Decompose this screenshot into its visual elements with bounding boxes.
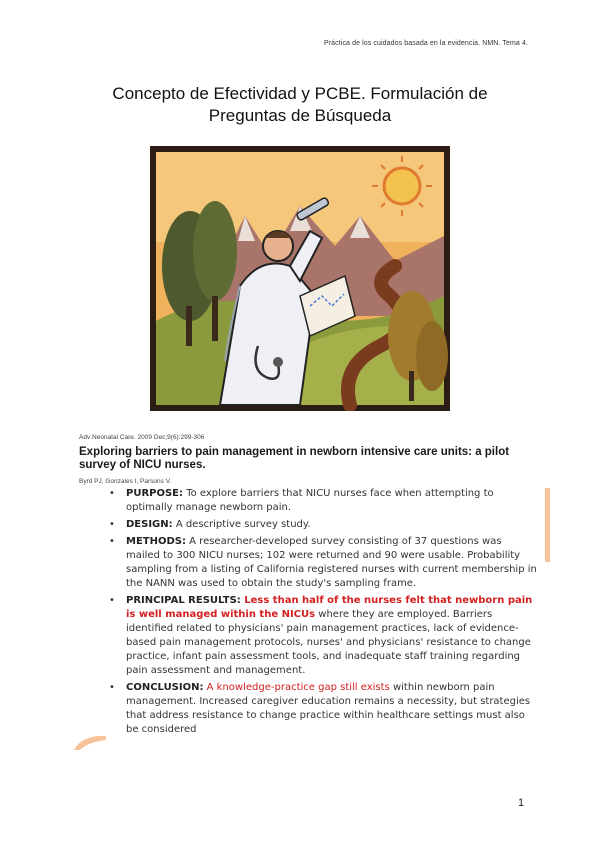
purpose-label: PURPOSE: xyxy=(126,488,184,499)
results-text: where they are employed. Barriers identified related to physicians' pain management practices, lack of evidence-based pain management protocols, nurses' and physicians' resistance to change practice, infant pain assessment tools, and inadequate staff training regarding pain assessment and management. xyxy=(126,609,531,676)
results-label: PRINCIPAL RESULTS: xyxy=(126,595,241,606)
nurse-map-illustration xyxy=(150,146,450,411)
page-title xyxy=(60,83,540,127)
bullet-icon: • xyxy=(109,682,115,693)
decorative-orange-swoosh xyxy=(74,736,106,750)
conclusion-label: CONCLUSION: xyxy=(126,682,204,693)
decorative-orange-bar xyxy=(545,488,550,562)
abstract-list xyxy=(105,487,537,740)
article-authors: Byrd PJ, Gonzales I, Parsons V. xyxy=(79,478,172,485)
bullet-icon: • xyxy=(109,536,115,547)
design-text: A descriptive survey study. xyxy=(172,519,311,530)
article-citation: Adv Neonatal Care. 2009 Dec;9(6):299-306 xyxy=(79,434,205,441)
results-highlight: Less than half of the nurses felt that newborn pain is well managed within the NICUs xyxy=(126,595,533,620)
page-number: 1 xyxy=(518,797,525,809)
abstract-conclusion xyxy=(105,681,537,737)
bullet-icon: • xyxy=(109,488,115,499)
abstract-purpose xyxy=(105,487,537,515)
purpose-text: To explore barriers that NICU nurses face when attempting to optimally manage newborn pain. xyxy=(126,488,494,513)
methods-label: METHODS: xyxy=(126,536,186,547)
article-title: Exploring barriers to pain management in newborn intensive care units: a pilot survey of NICU nurses. xyxy=(79,446,510,471)
conclusion-highlight: A knowledge-practice gap still exists xyxy=(203,682,390,693)
design-label: DESIGN: xyxy=(126,519,173,530)
abstract-results xyxy=(105,594,537,678)
conclusion-text: within newborn pain management. Increased caregiver education remains a necessity, but strategies that address resistance to change practice within healthcare settings must also be considered xyxy=(126,682,531,735)
bullet-icon: • xyxy=(109,595,115,606)
abstract-methods xyxy=(105,535,537,591)
methods-text: A researcher-developed survey consisting of 37 questions was mailed to 300 NICU nurses; 102 were returned and 90 were usable. Probability sampling from a listing of California registered nurses with current membership in the NANN was used to obtain the study's sampling frame. xyxy=(126,536,537,589)
abstract-design xyxy=(105,518,537,532)
running-header: Práctica de los cuidados basada en la evidencia. NMN. Tema 4. xyxy=(323,40,528,47)
page-title-line-2: Preguntas de Búsqueda xyxy=(208,106,392,125)
page-title-line-1: Concepto de Efectividad y PCBE. Formulación de xyxy=(112,84,488,103)
bullet-icon: • xyxy=(109,519,115,530)
